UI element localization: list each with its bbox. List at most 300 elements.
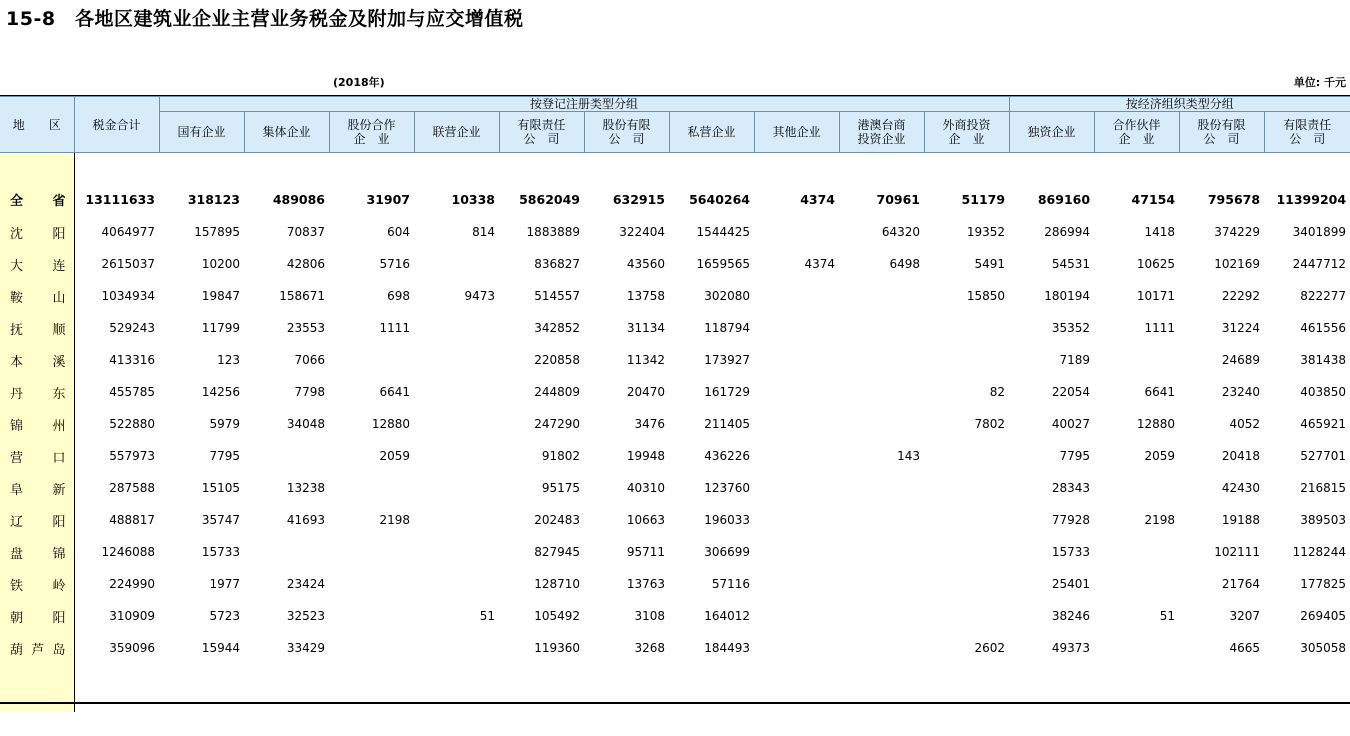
header-column (669, 112, 754, 153)
value-cell (924, 344, 1009, 376)
value-cell: 822277 (1300, 289, 1347, 303)
value-cell: 23240 (1221, 385, 1261, 399)
header-column-line2: 企 业 (353, 132, 390, 146)
header-column (499, 112, 584, 153)
header-region: 地 区 (0, 97, 74, 153)
value-cell: 2615037 (101, 257, 155, 271)
value-cell (754, 440, 839, 472)
value-cell (1094, 536, 1179, 568)
value-cell: 19188 (1221, 513, 1261, 527)
value-cell: 57116 (711, 577, 750, 591)
value-cell: 604 (387, 225, 410, 239)
value-cell: 31224 (1221, 321, 1261, 335)
header-group-economic: 按经济组织类型分组 (1009, 97, 1350, 112)
value-cell: 173927 (704, 353, 750, 367)
value-cell (754, 472, 839, 504)
value-cell: 13238 (286, 481, 325, 495)
value-cell: 54531 (1051, 257, 1091, 271)
value-cell: 105492 (534, 609, 580, 623)
value-cell: 14256 (201, 385, 240, 399)
value-cell (754, 344, 839, 376)
value-cell: 32523 (286, 609, 325, 623)
header-column-line1: 集体企业 (262, 125, 311, 139)
value-cell: 11799 (201, 321, 240, 335)
value-cell: 211405 (704, 417, 750, 431)
value-cell: 698 (387, 289, 410, 303)
value-cell: 19847 (201, 289, 240, 303)
table-row (0, 216, 1350, 248)
value-cell: 10338 (451, 192, 495, 207)
value-cell (754, 376, 839, 408)
header-column (1264, 112, 1350, 153)
value-cell (754, 568, 839, 600)
value-cell: 3207 (1229, 609, 1261, 623)
value-cell (924, 440, 1009, 472)
value-cell: 40310 (626, 481, 665, 495)
value-cell: 2602 (974, 641, 1006, 655)
value-cell: 20418 (1221, 449, 1261, 463)
table-row (0, 376, 1350, 408)
header-column-line2: 企 业 (948, 132, 985, 146)
value-cell: 31134 (626, 321, 665, 335)
value-cell: 10200 (201, 257, 240, 271)
value-cell: 5491 (974, 257, 1006, 271)
value-cell: 51 (1159, 609, 1176, 623)
header-column (924, 112, 1009, 153)
value-cell (839, 472, 924, 504)
value-cell (924, 504, 1009, 536)
value-cell (924, 312, 1009, 344)
value-cell: 305058 (1300, 641, 1347, 655)
value-cell: 795678 (1207, 192, 1261, 207)
table-row (0, 440, 1350, 472)
table-row (0, 568, 1350, 600)
end-padding-row (0, 664, 1350, 712)
value-cell: 7795 (1059, 449, 1091, 463)
table-row (0, 472, 1350, 504)
value-cell: 161729 (704, 385, 750, 399)
value-cell (1094, 472, 1179, 504)
value-cell: 557973 (109, 449, 155, 463)
value-cell: 35352 (1051, 321, 1091, 335)
header-column (839, 112, 924, 153)
year-note: (2018年) (333, 76, 385, 89)
value-cell: 5716 (379, 257, 410, 271)
value-cell: 5979 (209, 417, 240, 431)
value-cell: 514557 (534, 289, 580, 303)
value-cell (414, 472, 499, 504)
value-cell: 2447712 (1292, 257, 1347, 271)
value-cell: 1034934 (101, 289, 155, 303)
value-cell: 1128244 (1292, 545, 1347, 559)
value-cell (329, 472, 414, 504)
value-cell: 488817 (109, 513, 155, 527)
region-name: 锦州 (0, 408, 74, 440)
value-cell: 77928 (1051, 513, 1091, 527)
value-cell: 3401899 (1292, 225, 1347, 239)
header-column (244, 112, 329, 153)
value-cell: 322404 (619, 225, 665, 239)
value-cell (754, 600, 839, 632)
value-cell: 4374 (800, 192, 835, 207)
value-cell: 869160 (1037, 192, 1091, 207)
region-name: 本溪 (0, 344, 74, 376)
value-cell (329, 344, 414, 376)
header-column-line1: 股份有限 (602, 118, 651, 132)
header-column-line1: 私营企业 (687, 125, 736, 139)
value-cell: 522880 (109, 417, 155, 431)
value-cell: 35747 (201, 513, 240, 527)
value-cell: 306699 (704, 545, 750, 559)
header-column (414, 112, 499, 153)
value-cell (839, 408, 924, 440)
value-cell: 220858 (534, 353, 580, 367)
value-cell: 33429 (286, 641, 325, 655)
value-cell: 19352 (966, 225, 1006, 239)
header-column-line2: 公 司 (523, 132, 560, 146)
value-cell (414, 568, 499, 600)
value-cell: 82 (989, 385, 1006, 399)
value-cell: 10625 (1136, 257, 1176, 271)
value-cell: 40027 (1051, 417, 1091, 431)
header-total: 税金合计 (74, 97, 159, 153)
value-cell: 6641 (1144, 385, 1176, 399)
table-row (0, 248, 1350, 280)
value-cell (839, 312, 924, 344)
value-cell: 310909 (109, 609, 155, 623)
value-cell: 632915 (612, 192, 665, 207)
value-cell (839, 344, 924, 376)
value-cell (839, 280, 924, 312)
value-cell: 11399204 (1276, 192, 1347, 207)
value-cell: 244809 (534, 385, 580, 399)
value-cell: 5862049 (519, 192, 580, 207)
value-cell: 70961 (876, 192, 920, 207)
value-cell: 389503 (1300, 513, 1347, 527)
value-cell: 95711 (626, 545, 665, 559)
header-column-line1: 联营企业 (432, 125, 481, 139)
value-cell (329, 568, 414, 600)
value-cell: 13763 (626, 577, 665, 591)
value-cell: 164012 (704, 609, 750, 623)
value-cell: 318123 (187, 192, 240, 207)
value-cell: 4052 (1229, 417, 1261, 431)
value-cell (839, 568, 924, 600)
value-cell (754, 216, 839, 248)
value-cell: 247290 (534, 417, 580, 431)
header-column (329, 112, 414, 153)
value-cell (1094, 632, 1179, 664)
value-cell: 7189 (1059, 353, 1091, 367)
region-name: 大连 (0, 248, 74, 280)
value-cell (924, 600, 1009, 632)
value-cell (414, 632, 499, 664)
header-column-line2: 公 司 (608, 132, 645, 146)
header-column-line1: 股份合作 (347, 118, 396, 132)
value-cell: 461556 (1300, 321, 1347, 335)
header-column-line1: 港澳台商 (857, 118, 906, 132)
value-cell (1094, 568, 1179, 600)
value-cell: 143 (897, 449, 920, 463)
value-cell: 287588 (109, 481, 155, 495)
value-cell: 2059 (379, 449, 410, 463)
value-cell: 7802 (974, 417, 1006, 431)
value-cell: 42430 (1221, 481, 1261, 495)
region-name: 辽阳 (0, 504, 74, 536)
value-cell: 7795 (209, 449, 240, 463)
value-cell (414, 536, 499, 568)
header-column-line2: 公 司 (1203, 132, 1240, 146)
value-cell: 95175 (541, 481, 580, 495)
table-row (0, 344, 1350, 376)
value-cell: 64320 (881, 225, 920, 239)
value-cell: 4374 (804, 257, 835, 271)
value-cell: 216815 (1300, 481, 1347, 495)
value-cell: 302080 (704, 289, 750, 303)
value-cell: 157895 (194, 225, 240, 239)
value-cell: 196033 (704, 513, 750, 527)
value-cell: 814 (472, 225, 495, 239)
value-cell: 2198 (379, 513, 410, 527)
header-column (754, 112, 839, 153)
total-row (0, 183, 1350, 216)
value-cell: 413316 (109, 353, 155, 367)
value-cell (329, 536, 414, 568)
value-cell: 465921 (1300, 417, 1347, 431)
value-cell: 15733 (1051, 545, 1091, 559)
spacer-row (0, 153, 1350, 184)
value-cell: 15105 (201, 481, 240, 495)
header-column-line2: 投资企业 (857, 132, 906, 146)
value-cell: 34048 (286, 417, 325, 431)
value-cell: 38246 (1051, 609, 1091, 623)
value-cell: 436226 (704, 449, 750, 463)
value-cell: 1246088 (101, 545, 155, 559)
value-cell: 3108 (634, 609, 665, 623)
value-cell: 1544425 (696, 225, 750, 239)
table-row (0, 632, 1350, 664)
value-cell (924, 536, 1009, 568)
value-cell: 128710 (534, 577, 580, 591)
value-cell (839, 600, 924, 632)
value-cell (839, 536, 924, 568)
header-column-line1: 股份有限 (1197, 118, 1246, 132)
region-name: 全省 (0, 183, 74, 216)
value-cell: 1111 (1144, 321, 1176, 335)
header-column-line2: 企 业 (1118, 132, 1155, 146)
value-cell: 7066 (294, 353, 325, 367)
value-cell: 123 (217, 353, 240, 367)
table-row (0, 536, 1350, 568)
value-cell: 269405 (1300, 609, 1347, 623)
value-cell: 1418 (1144, 225, 1176, 239)
value-cell: 202483 (534, 513, 580, 527)
value-cell: 23424 (286, 577, 325, 591)
value-cell: 6641 (379, 385, 410, 399)
value-cell: 1977 (209, 577, 240, 591)
value-cell (839, 632, 924, 664)
value-cell (754, 504, 839, 536)
value-cell: 342852 (534, 321, 580, 335)
value-cell (414, 376, 499, 408)
bottom-rule (0, 702, 1350, 704)
region-name: 鞍山 (0, 280, 74, 312)
unit-label: 单位: 千元 (1293, 76, 1346, 89)
header-column-line1: 国有企业 (177, 125, 226, 139)
value-cell: 24689 (1221, 353, 1261, 367)
value-cell: 403850 (1300, 385, 1347, 399)
value-cell: 2198 (1144, 513, 1176, 527)
value-cell: 51179 (961, 192, 1006, 207)
value-cell: 31907 (366, 192, 410, 207)
value-cell: 11342 (626, 353, 665, 367)
header-column-line2: 公 司 (1289, 132, 1326, 146)
value-cell: 2059 (1144, 449, 1176, 463)
header-column-line1: 合作伙伴 (1112, 118, 1161, 132)
value-cell (414, 504, 499, 536)
region-name: 阜新 (0, 472, 74, 504)
region-name: 丹东 (0, 376, 74, 408)
value-cell: 1659565 (696, 257, 750, 271)
value-cell: 102111 (1214, 545, 1261, 559)
value-cell (924, 568, 1009, 600)
value-cell: 12880 (1136, 417, 1176, 431)
value-cell: 184493 (704, 641, 750, 655)
value-cell: 20470 (626, 385, 665, 399)
value-cell: 21764 (1221, 577, 1261, 591)
value-cell: 51 (479, 609, 495, 623)
header-column (1094, 112, 1179, 153)
value-cell: 13111633 (85, 192, 155, 207)
value-cell: 359096 (109, 641, 155, 655)
value-cell: 5640264 (689, 192, 750, 207)
region-name: 铁岭 (0, 568, 74, 600)
table-row (0, 280, 1350, 312)
value-cell: 12880 (371, 417, 410, 431)
value-cell (414, 408, 499, 440)
value-cell: 13758 (626, 289, 665, 303)
table-title: 15-8 各地区建筑业企业主营业务税金及附加与应交增值税 (6, 8, 524, 30)
value-cell: 42806 (286, 257, 325, 271)
header-column-line1: 外商投资 (942, 118, 991, 132)
table-row (0, 600, 1350, 632)
value-cell: 43560 (626, 257, 665, 271)
value-cell: 91802 (541, 449, 580, 463)
value-cell (244, 536, 329, 568)
value-cell (754, 408, 839, 440)
value-cell: 1111 (379, 321, 410, 335)
value-cell: 25401 (1051, 577, 1091, 591)
value-cell: 6498 (889, 257, 920, 271)
header-column (584, 112, 669, 153)
value-cell: 224990 (109, 577, 155, 591)
value-cell: 47154 (1131, 192, 1176, 207)
header-column (159, 112, 244, 153)
value-cell: 118794 (704, 321, 750, 335)
value-cell: 836827 (534, 257, 580, 271)
value-cell: 7798 (294, 385, 325, 399)
value-cell: 5723 (209, 609, 240, 623)
header-column-line1: 有限责任 (517, 118, 566, 132)
value-cell (414, 440, 499, 472)
value-cell: 10663 (626, 513, 665, 527)
value-cell: 9473 (464, 289, 495, 303)
value-cell: 529243 (109, 321, 155, 335)
value-cell: 4064977 (101, 225, 155, 239)
header-column-line1: 独资企业 (1027, 125, 1076, 139)
value-cell: 119360 (534, 641, 580, 655)
header-column-line1: 其他企业 (772, 125, 821, 139)
header-column-line1: 有限责任 (1283, 118, 1332, 132)
value-cell: 15944 (201, 641, 240, 655)
value-cell (754, 312, 839, 344)
value-cell (839, 504, 924, 536)
region-name: 营口 (0, 440, 74, 472)
value-cell: 28343 (1051, 481, 1091, 495)
value-cell: 15850 (966, 289, 1006, 303)
value-cell: 22292 (1221, 289, 1261, 303)
value-cell: 177825 (1300, 577, 1347, 591)
value-cell: 102169 (1214, 257, 1261, 271)
region-name: 盘锦 (0, 536, 74, 568)
value-cell (754, 536, 839, 568)
value-cell: 70837 (286, 225, 325, 239)
value-cell: 489086 (272, 192, 325, 207)
table-row (0, 504, 1350, 536)
value-cell: 180194 (1044, 289, 1091, 303)
value-cell: 374229 (1214, 225, 1261, 239)
value-cell: 381438 (1300, 353, 1347, 367)
value-cell (329, 632, 414, 664)
value-cell (839, 376, 924, 408)
region-name: 葫芦岛 (0, 632, 74, 664)
value-cell (244, 440, 329, 472)
value-cell: 527701 (1300, 449, 1347, 463)
value-cell (1094, 344, 1179, 376)
value-cell (414, 312, 499, 344)
value-cell: 286994 (1044, 225, 1091, 239)
header-group-registration: 按登记注册类型分组 (159, 97, 1009, 112)
header-column (1009, 112, 1094, 153)
value-cell: 3268 (634, 641, 665, 655)
value-cell (414, 344, 499, 376)
value-cell (329, 600, 414, 632)
value-cell: 827945 (534, 545, 580, 559)
table-row (0, 312, 1350, 344)
value-cell (754, 632, 839, 664)
value-cell: 3476 (634, 417, 665, 431)
header-column (1179, 112, 1264, 153)
value-cell: 4665 (1229, 641, 1261, 655)
value-cell: 123760 (704, 481, 750, 495)
value-cell: 22054 (1051, 385, 1091, 399)
value-cell: 49373 (1051, 641, 1091, 655)
value-cell: 1883889 (526, 225, 580, 239)
region-name: 朝阳 (0, 600, 74, 632)
value-cell: 41693 (286, 513, 325, 527)
value-cell: 15733 (201, 545, 240, 559)
region-name: 沈阳 (0, 216, 74, 248)
value-cell: 23553 (286, 321, 325, 335)
value-cell: 158671 (279, 289, 325, 303)
value-cell: 10171 (1136, 289, 1176, 303)
value-cell (754, 280, 839, 312)
region-name: 抚顺 (0, 312, 74, 344)
value-cell: 19948 (626, 449, 665, 463)
value-cell (414, 248, 499, 280)
table-row (0, 408, 1350, 440)
value-cell (924, 472, 1009, 504)
